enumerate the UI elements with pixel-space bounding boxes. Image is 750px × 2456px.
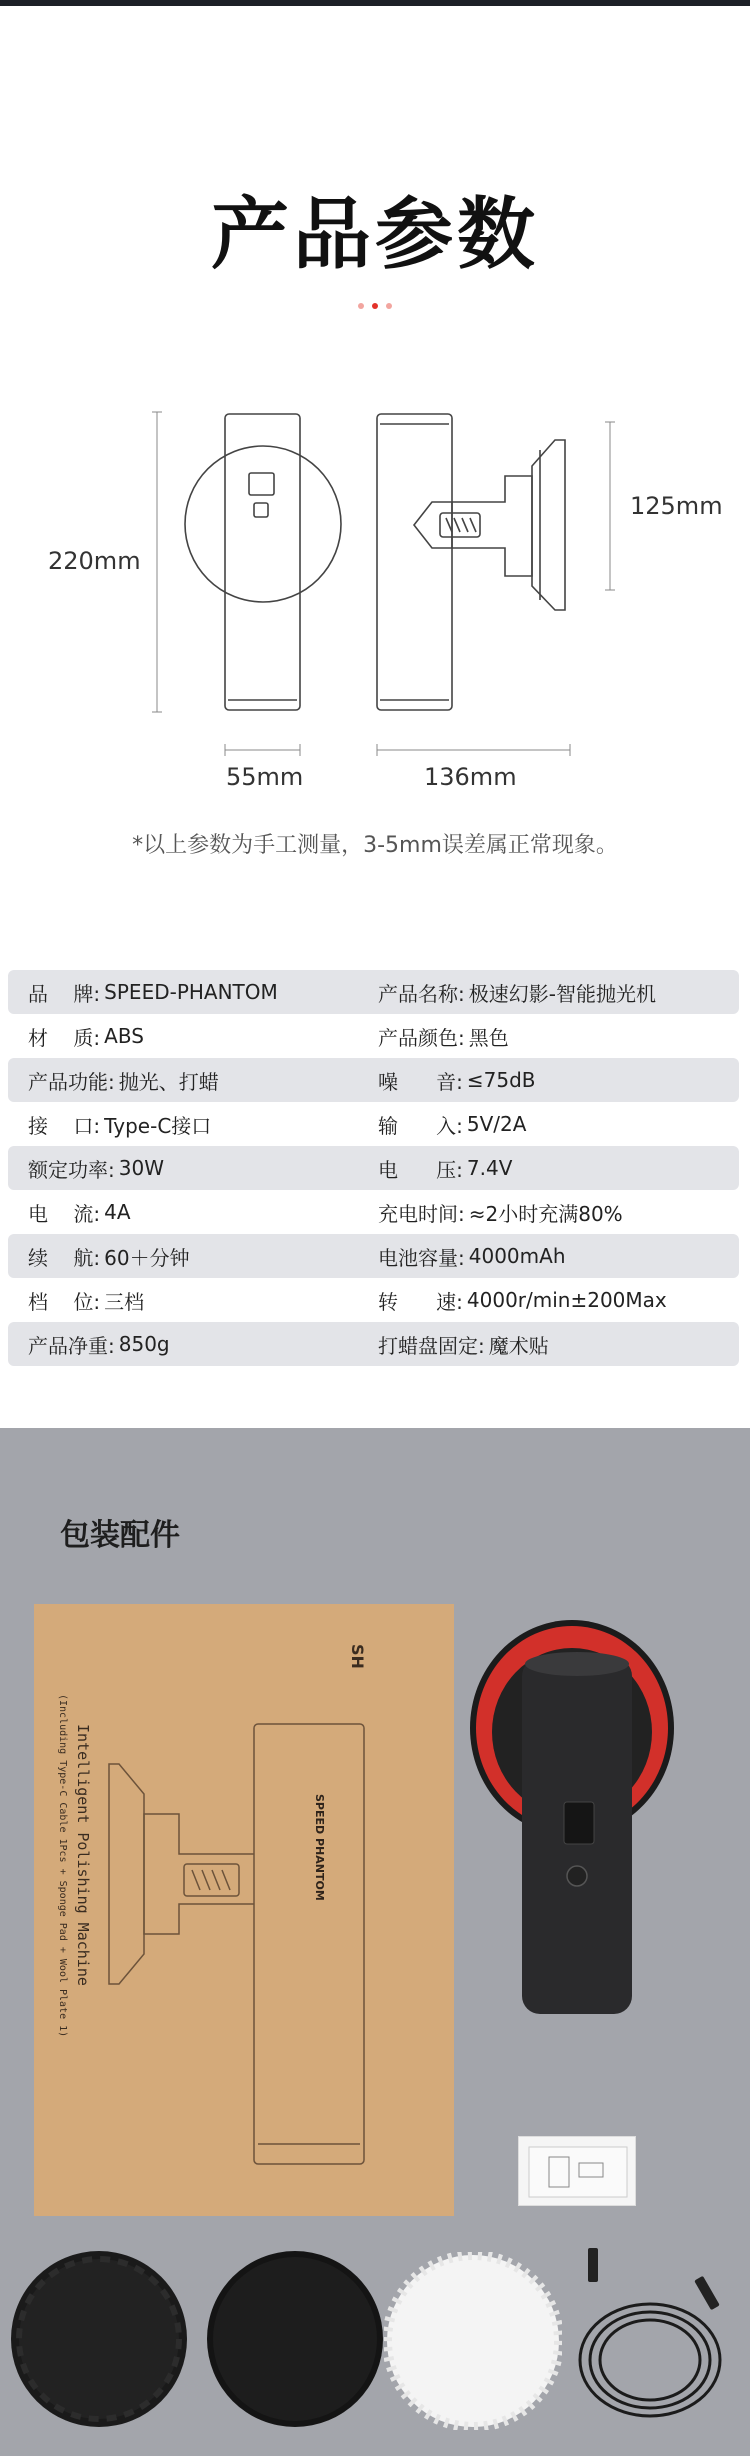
table-row — [8, 1190, 739, 1234]
polisher-product-image — [462, 1608, 712, 2024]
spec-key: 充电时间: — [378, 1201, 465, 1226]
spec-value: 4000r/min±200Max — [466, 1288, 667, 1312]
table-row — [8, 1058, 739, 1102]
wool-pad-image — [384, 2252, 562, 2430]
spec-key: 打蜡盘固定: — [378, 1333, 485, 1358]
spec-key: 噪 音: — [378, 1069, 463, 1094]
spec-value: SPEED-PHANTOM — [104, 980, 278, 1004]
decoration-dot — [372, 303, 378, 309]
box-brand-text: SPEED PHANTOM — [313, 1794, 326, 1901]
spec-key: 续 航: — [28, 1245, 101, 1270]
side-body-outline — [377, 414, 452, 710]
depth-dimension-label: 136mm — [424, 763, 517, 791]
side-neck-outline — [452, 476, 532, 576]
spec-value: 抛光、打蜡 — [118, 1069, 219, 1094]
svg-text:SH: SH — [348, 1644, 367, 1669]
spec-key: 电池容量: — [378, 1245, 465, 1270]
manual-card-image — [518, 2136, 636, 2206]
spec-value: ABS — [104, 1024, 144, 1048]
spec-key: 品 牌: — [28, 981, 101, 1006]
height-dimension-label: 220mm — [48, 547, 141, 575]
spec-key: 产品名称: — [378, 981, 465, 1006]
table-row — [8, 1146, 739, 1190]
decoration-dot — [358, 303, 364, 309]
spec-value: 30W — [118, 1156, 164, 1180]
package-title: 包装配件 — [60, 1518, 180, 1553]
box-print-illustration — [34, 1604, 454, 2216]
velcro-pad-image — [206, 2250, 384, 2428]
front-pad-outline — [185, 446, 341, 602]
spec-value: 60＋分钟 — [104, 1245, 190, 1270]
box-product-text: Intelligent Polishing Machine — [74, 1724, 92, 1986]
table-row — [8, 1322, 739, 1366]
spec-value: 极速幻影-智能抛光机 — [468, 981, 656, 1006]
spec-key: 额定功率: — [28, 1157, 115, 1182]
spec-key: 档 位: — [28, 1289, 101, 1314]
decoration-dot — [386, 303, 392, 309]
spec-value: 魔术贴 — [488, 1333, 549, 1358]
dimension-drawing — [0, 390, 750, 810]
spec-table — [8, 970, 739, 1366]
table-row — [8, 1102, 739, 1146]
table-row — [8, 1234, 739, 1278]
usb-cable-image — [560, 2240, 740, 2440]
spec-value: 4000mAh — [468, 1244, 566, 1268]
table-row — [8, 970, 739, 1014]
spec-value: ≈2小时充满80% — [468, 1201, 623, 1226]
spec-value: 三档 — [104, 1289, 145, 1314]
front-body-outline — [225, 414, 300, 710]
spec-key: 产品功能: — [28, 1069, 115, 1094]
width-dimension-label: 55mm — [226, 763, 304, 791]
spec-value: 850g — [118, 1332, 170, 1356]
spec-value: Type-C接口 — [104, 1113, 212, 1138]
device-line-drawing — [0, 390, 750, 810]
packaging-box — [34, 1604, 454, 2216]
spec-value: ≤75dB — [466, 1068, 536, 1092]
top-divider-bar — [0, 0, 750, 6]
spec-value: 黑色 — [468, 1025, 509, 1050]
spec-key: 接 口: — [28, 1113, 101, 1138]
box-contents-text: (Including Type-C Cable 1Pcs + Sponge Pad + Wool Plate 1) — [57, 1694, 68, 2038]
side-pad-outline — [532, 440, 565, 610]
spec-key: 电 压: — [378, 1157, 463, 1182]
spec-key: 输 入: — [378, 1113, 463, 1138]
spec-key: 电 流: — [28, 1201, 101, 1226]
page-title: 产品参数 — [210, 190, 539, 280]
package-section — [0, 1428, 750, 2456]
spec-value: 7.4V — [466, 1156, 513, 1180]
spec-key: 材 质: — [28, 1025, 101, 1050]
measurement-note: *以上参数为手工测量，3-5mm误差属正常现象。 — [132, 833, 618, 858]
table-row — [8, 1278, 739, 1322]
spec-value: 5V/2A — [466, 1112, 527, 1136]
spec-value: 4A — [104, 1200, 131, 1224]
table-row — [8, 1014, 739, 1058]
spec-key: 产品颜色: — [378, 1025, 465, 1050]
spec-key: 产品净重: — [28, 1333, 115, 1358]
spec-key: 转 速: — [378, 1289, 463, 1314]
title-decoration-dots — [0, 303, 750, 309]
head-dimension-label: 125mm — [630, 492, 723, 520]
sponge-pad-image — [10, 2250, 188, 2428]
